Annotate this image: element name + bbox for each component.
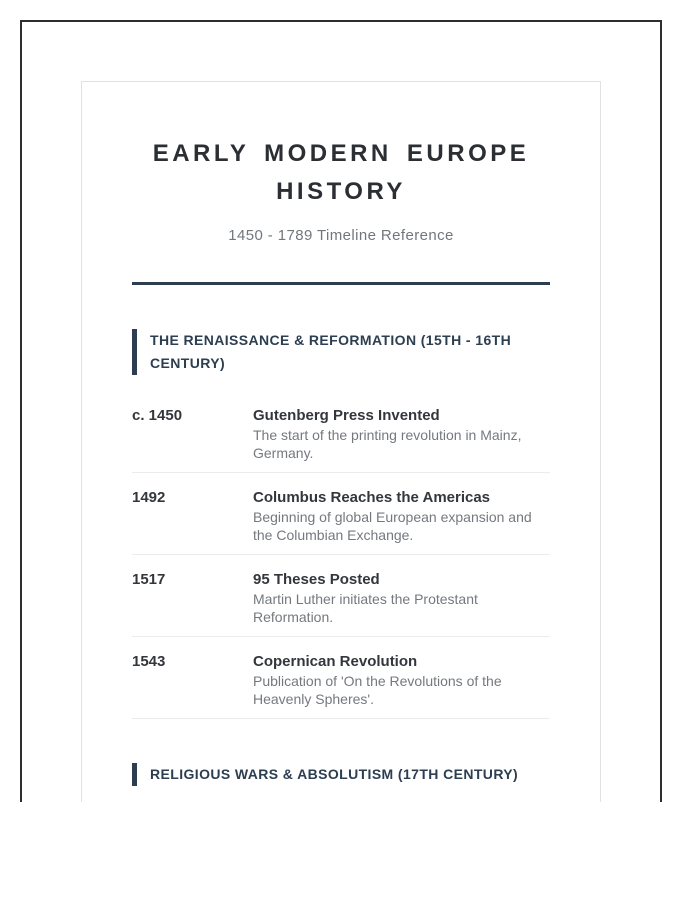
section-heading: RELIGIOUS WARS & ABSOLUTISM (17TH CENTURY) [132, 763, 550, 786]
timeline-section [132, 763, 550, 786]
event-year: c. 1450 [132, 407, 183, 424]
page-frame [20, 20, 662, 802]
document-card [81, 81, 601, 802]
event-description: Martin Luther initiates the Protestant Reformation. [253, 591, 478, 625]
event-body [253, 652, 550, 708]
timeline-event-row [132, 555, 550, 637]
event-body [253, 488, 550, 544]
page-subtitle: 1450 - 1789 Timeline Reference [228, 227, 454, 244]
timeline-sections [132, 329, 550, 786]
timeline-event-row [132, 473, 550, 555]
event-year: 1517 [132, 571, 166, 588]
timeline-event-row [132, 391, 550, 473]
event-body [253, 570, 550, 626]
event-year: 1492 [132, 489, 166, 506]
timeline-event-row [132, 637, 550, 719]
page-title: EARLY MODERN EUROPE HISTORY [152, 140, 530, 205]
event-list [132, 391, 550, 719]
event-title: Columbus Reaches the Americas [253, 489, 491, 506]
event-description: Beginning of global European expansion and the Columbian Exchange. [253, 509, 532, 543]
event-description: The start of the printing revolution in Mainz, Germany. [253, 427, 522, 461]
event-body [253, 406, 550, 462]
event-title: Copernican Revolution [253, 653, 418, 670]
event-title: 95 Theses Posted [253, 571, 380, 588]
section-heading: THE RENAISSANCE & REFORMATION (15TH - 16TH CENTURY) [132, 329, 550, 375]
event-title: Gutenberg Press Invented [253, 407, 440, 424]
timeline-section [132, 329, 550, 719]
event-year: 1543 [132, 653, 166, 670]
title-divider [132, 282, 550, 285]
event-description: Publication of 'On the Revolutions of the Heavenly Spheres'. [253, 673, 502, 707]
